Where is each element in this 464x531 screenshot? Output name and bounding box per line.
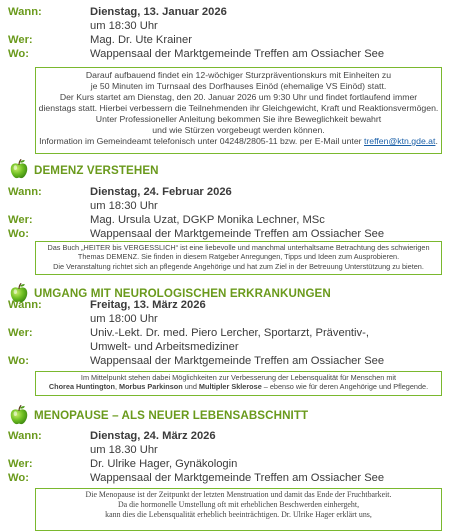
disease-name: Chorea Huntington [48,382,115,392]
where-label: Wo: [8,355,29,367]
who-label: Wer: [8,327,33,339]
info-contact-text: Information im Gemeindeamt telefonisch unter 04248/2805-11 bzw. per E-Mail unter [39,136,362,146]
event-time: um 18:30 Uhr [90,200,158,212]
info-text: , [114,382,120,392]
event-time: um 18:00 Uhr [90,313,158,325]
when-label: Wann: [8,6,42,18]
info-box [35,488,442,531]
event-date: Dienstag, 13. Januar 2026 [90,6,227,18]
who-label: Wer: [8,214,33,226]
info-line: Die Menopause ist der Zeitpunkt der letzten Menstruation und damit das Ende der Fruchtbarkeit. [85,490,392,499]
event-location: Wappensaal der Marktgemeinde Treffen am Ossiacher See [90,48,385,60]
info-line: Das Buch „HEITER bis VERGESSLICH“ ist eine liebevolle und manchmal unterhaltsame Betrachtung des schwierigen [47,243,430,252]
info-line: Die Veranstaltung richtet sich an pflegende Angehörige und hat zum Ziel in der Betreuung Unterstützung zu bieten. [53,261,424,271]
where-label: Wo: [8,472,29,484]
event-speaker: Mag. Ursula Uzat, DGKP Monika Lechner, MSc [90,214,325,226]
info-line: Themas DEMENZ. Sie finden in diesem Ratgeber Anregungen, Tipps und Ideen zum Ausprobieren. [77,252,400,262]
event-speaker: Mag. Dr. Ute Krainer [90,34,192,46]
event-date: Dienstag, 24. März 2026 [90,430,216,442]
event-time: um 18.30 Uhr [90,444,158,456]
info-box [35,371,442,396]
section-title: MENOPAUSE – ALS NEUER LEBENSABSCHNITT [34,409,309,422]
info-contact-end: . [435,136,438,146]
email-link[interactable]: treffen@ktn.gde.at [363,136,436,146]
when-label: Wann: [8,186,42,198]
who-label: Wer: [8,34,33,46]
event-time: um 18:30 Uhr [90,20,158,32]
who-label: Wer: [8,458,33,470]
info-line [36,382,441,391]
where-label: Wo: [8,48,29,60]
disease-name: Morbus Parkinson [119,382,183,392]
info-line: Im Mittelpunkt stehen dabei Möglichkeiten zur Verbesserung der Lebensqualität für Menschen mit [80,373,397,382]
event-location: Wappensaal der Marktgemeinde Treffen am Ossiacher See [90,472,385,484]
event-location: Wappensaal der Marktgemeinde Treffen am Ossiacher See [90,228,385,240]
event-speaker-cont: Umwelt- und Arbeitsmediziner [90,341,239,353]
info-line: kann dies die Lebensqualität erheblich beeinträchtigen. Dr. Ulrike Hager erklärt uns, [105,510,372,519]
info-line: Der Kurs startet am Dienstag, den 20. Januar 2026 um 9:30 Uhr und findet fortlaufend immer [59,92,418,102]
event-location: Wappensaal der Marktgemeinde Treffen am Ossiacher See [90,355,385,367]
event-speaker: Dr. Ulrike Hager, Gynäkologin [90,458,238,470]
info-line: Unter Professioneller Anleitung bekommen Sie ihre Beweglichkeit bewahrt [95,114,382,124]
info-line: dienstags statt. Hierbei verbessern die Teilnehmenden ihr Gleichgewicht, Kraft und Reaktionsvermögen. [38,103,439,113]
event-speaker: Univ.-Lekt. Dr. med. Piero Lercher, Sportarzt, Präventiv-, [90,327,369,339]
section-title: DEMENZ VERSTEHEN [34,164,159,177]
info-line: Darauf aufbauend findet ein 12-wöchiger Sturzpräventionskurs mit Einheiten zu [85,70,392,80]
green-apple-icon [8,158,30,180]
info-box [35,67,442,154]
info-contact-line [36,136,441,147]
info-text: – ebenso wie für deren Angehörige und Pflegende. [261,382,429,392]
info-box [35,241,442,275]
info-line: und wie Stürzen vorgebeugt werden können. [152,125,325,135]
green-apple-icon [8,404,30,426]
info-line: Da die hormonelle Umstellung oft mit erheblichen Beschwerden einhergeht, [117,500,360,509]
event-date: Freitag, 13. März 2026 [90,299,206,311]
disease-name: Multipler Sklerose [198,382,262,392]
where-label: Wo: [8,228,29,240]
when-label: Wann: [8,430,42,442]
event-date: Dienstag, 24. Februar 2026 [90,186,232,198]
info-text: und [182,382,199,392]
section-title: UMGANG MIT NEUROLOGISCHEN ERKRANKUNGEN [34,287,331,300]
info-line: je 50 Minuten im Turnsaal des Dorfhauses Einöd (ehemalige VS Einöd) statt. [90,81,387,91]
when-label: Wann: [8,299,42,311]
